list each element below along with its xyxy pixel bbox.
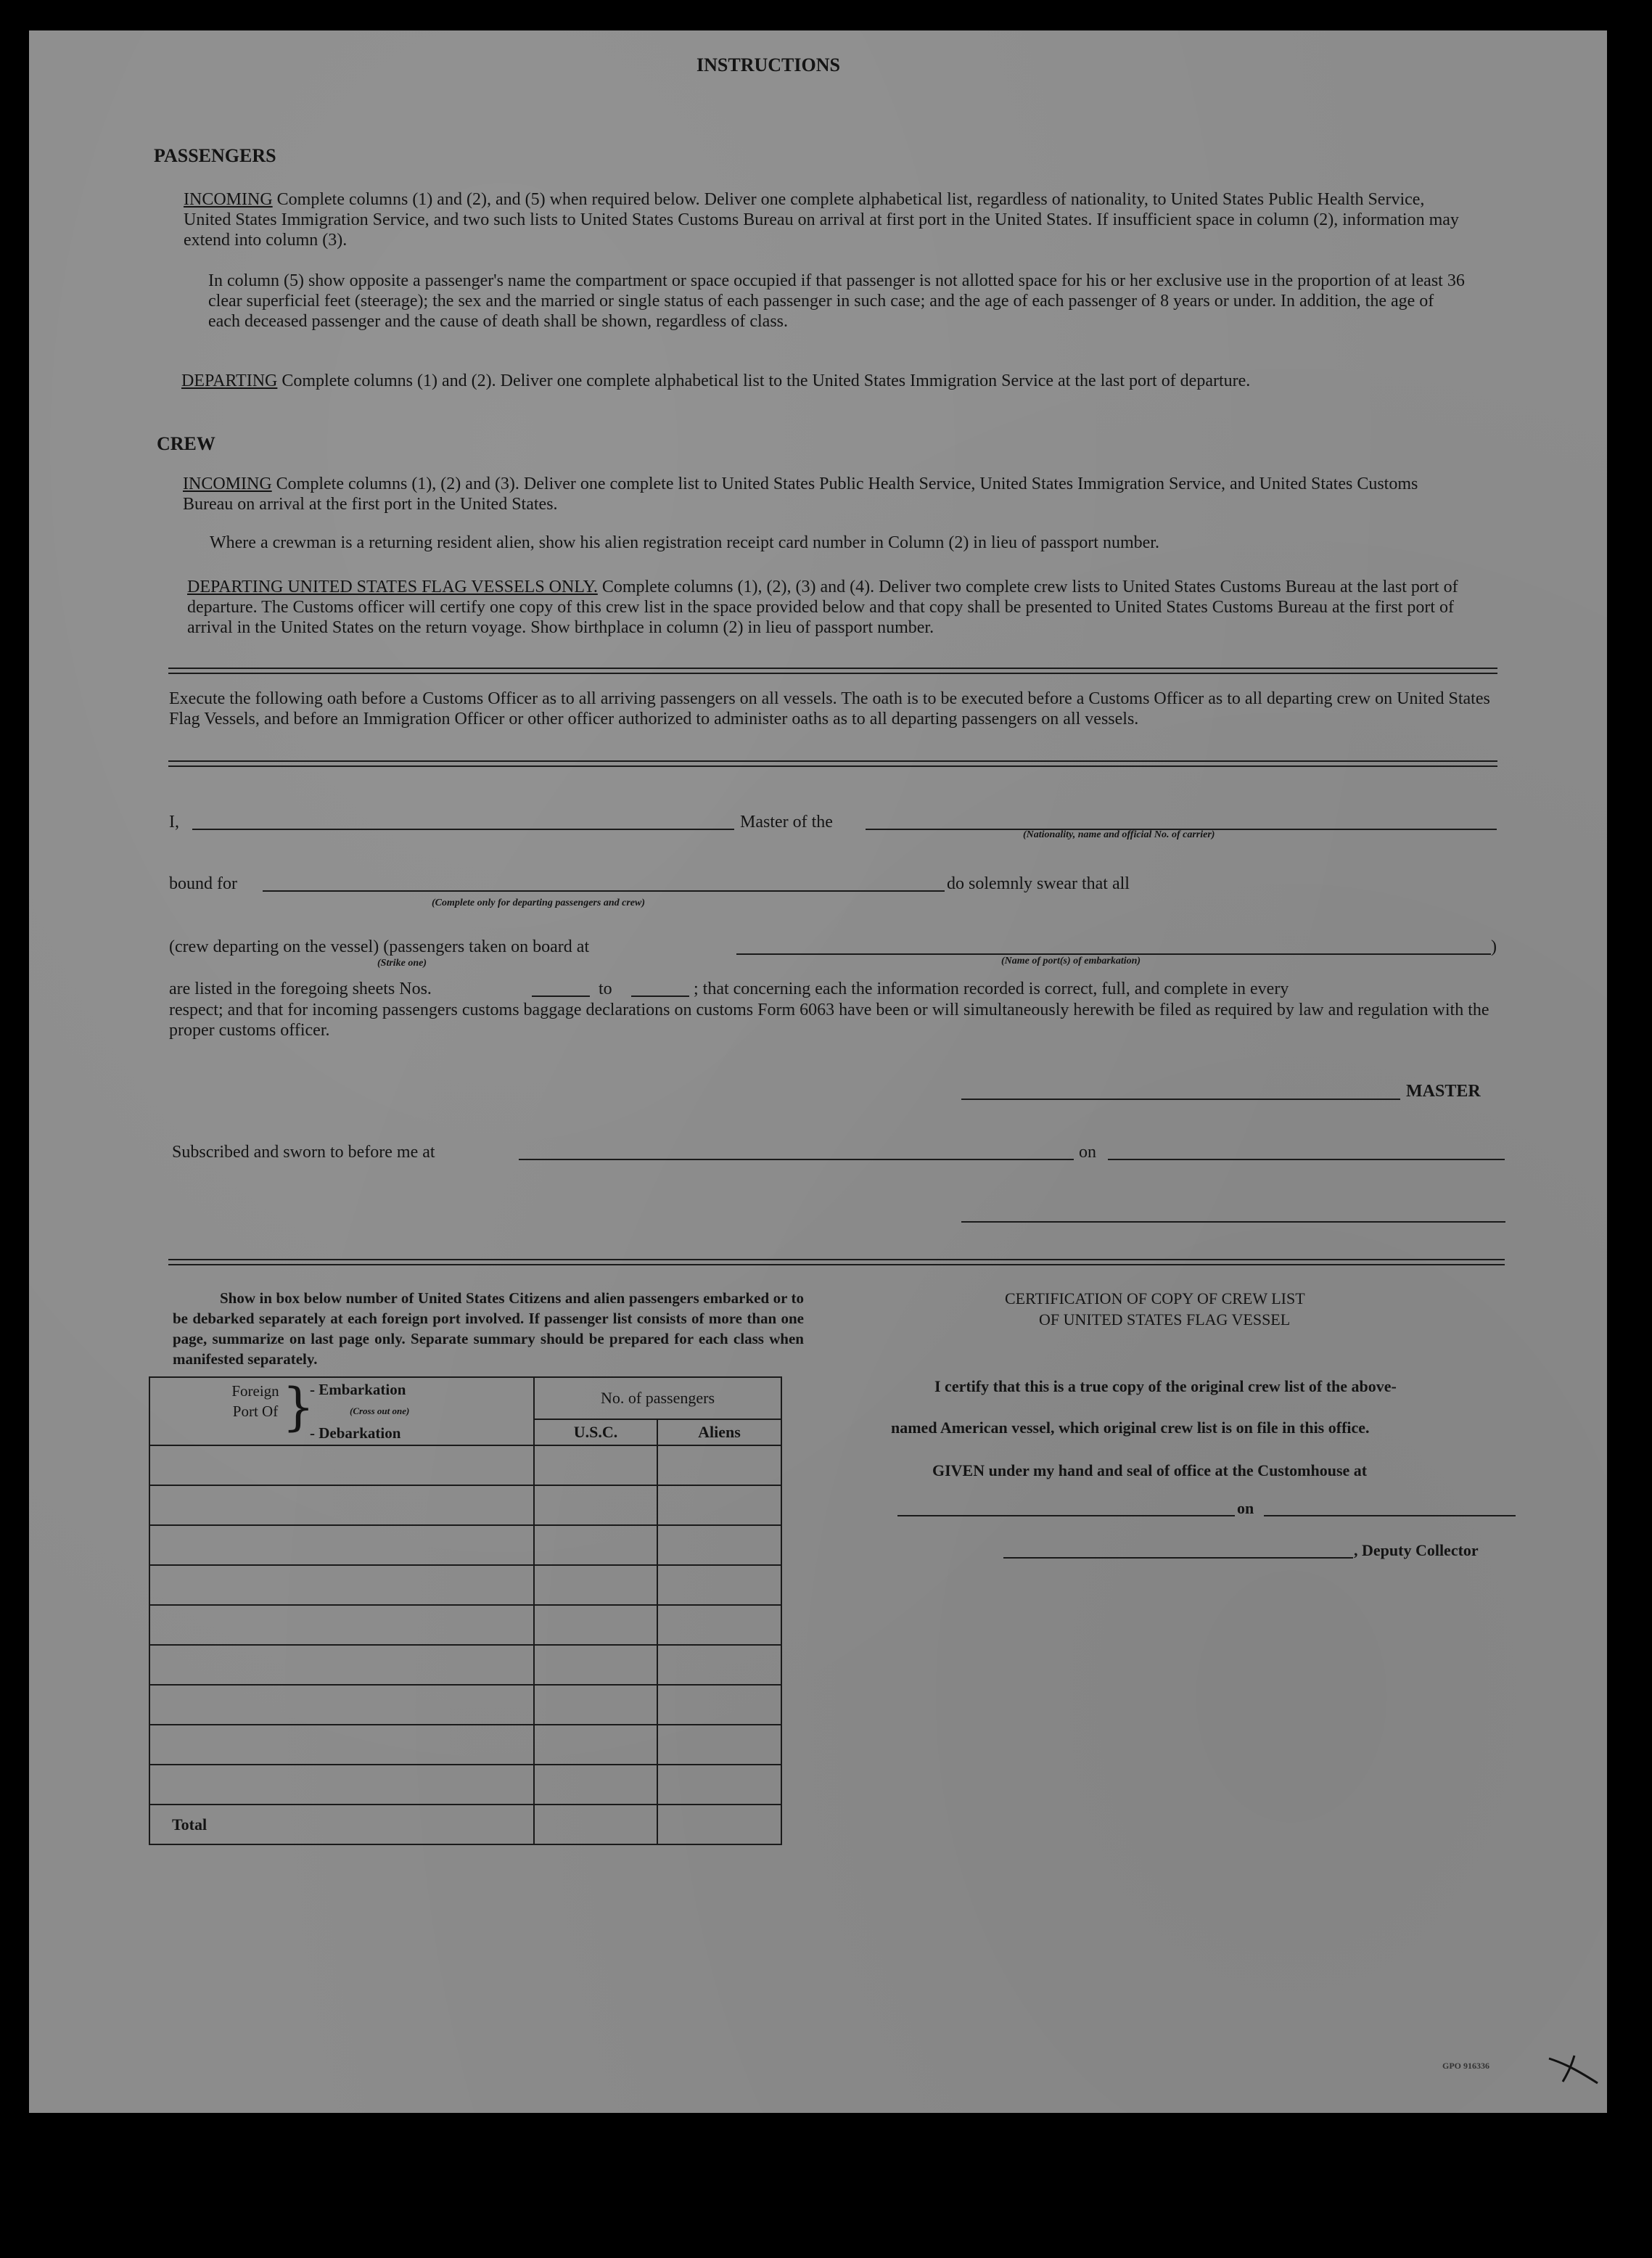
crew-departing-paragraph [187, 577, 1468, 638]
aliens-cell[interactable] [657, 1525, 781, 1565]
certification-heading-2: OF UNITED STATES FLAG VESSEL [1039, 1310, 1291, 1329]
table-row [149, 1485, 781, 1525]
debarkation-label: - Debarkation [310, 1424, 401, 1442]
usc-cell[interactable] [534, 1565, 657, 1605]
section-divider [168, 1259, 1505, 1265]
sheets-rest: respect; and that for incoming passengers customs baggage declarations on customs Form 6063 have been or will simultaneously herewith be filed as required by law and regulation with the proper customs officer. [169, 1001, 1489, 1040]
passengers-incoming-label: INCOMING [184, 190, 273, 209]
passengers-heading: PASSENGERS [154, 145, 276, 166]
usc-cell[interactable] [534, 1525, 657, 1565]
swear-label: do solemnly swear that all [947, 874, 1130, 893]
certification-line-2: named American vessel, which original crew list is on file in this office. [891, 1419, 1370, 1437]
master-of-label: Master of the [740, 813, 833, 832]
port-cell[interactable] [149, 1765, 534, 1805]
on-label: on [1079, 1143, 1096, 1162]
carrier-caption: (Nationality, name and official No. of carrier) [1023, 829, 1215, 840]
oath-i-label: I, [169, 813, 179, 832]
usc-cell[interactable] [534, 1685, 657, 1725]
passengers-departing-label: DEPARTING [181, 371, 278, 390]
table-row [149, 1565, 781, 1605]
check-mark-icon [1545, 2050, 1603, 2086]
total-row [149, 1805, 781, 1844]
table-row [149, 1765, 781, 1805]
crew-departing-label: (crew departing on the vessel) (passengers taken on board at [169, 937, 590, 956]
crew-incoming-text: Complete columns (1), (2) and (3). Deliver one complete list to United States Public Health Service, United States Immigration Service, and United States Customs Bureau on arrival at the first port in the United States. [183, 475, 1418, 514]
embarkation-label: - Embarkation [310, 1381, 406, 1398]
certification-on-label: on [1237, 1499, 1254, 1517]
usc-total-cell[interactable] [534, 1805, 657, 1844]
table-row [149, 1725, 781, 1765]
aliens-cell[interactable] [657, 1725, 781, 1765]
deputy-collector-label: , Deputy Collector [1354, 1541, 1479, 1559]
port-cell[interactable] [149, 1485, 534, 1525]
usc-cell[interactable] [534, 1765, 657, 1805]
port-caption: (Name of port(s) of embarkation) [1001, 956, 1141, 966]
port-cell[interactable] [149, 1605, 534, 1645]
aliens-cell[interactable] [657, 1685, 781, 1725]
aliens-cell[interactable] [657, 1445, 781, 1485]
oath-intro-paragraph: Execute the following oath before a Customs Officer as to all arriving passengers on all vessels. The oath is to be executed before a Customs Officer as to all departing crew on United States Flag Vessels, and before an Immigration Officer or other officer authorized to administer oaths as to all departing passengers on all vessels. [169, 689, 1490, 728]
passengers-departing-text: Complete columns (1) and (2). Deliver one complete alphabetical list to the United States Immigration Service at the last port of departure. [282, 371, 1251, 390]
sheet-from-field[interactable] [532, 995, 590, 997]
sheets-prefix: are listed in the foregoing sheets Nos. [169, 980, 432, 998]
crew-heading: CREW [157, 433, 215, 454]
usc-cell[interactable] [534, 1645, 657, 1685]
table-header-row [149, 1377, 781, 1419]
passengers-column5-paragraph: In column (5) show opposite a passenger's name the compartment or space occupied if that passenger is not allotted space for his or her exclusive use in the proportion of at least 36 clear superficial feet (steerage); the sex and the married or single status of each passenger in such case; and the age of each passenger of 8 years or under. In addition, the age of each deceased passenger and the cause of death shall be shown, regardless of class. [208, 271, 1465, 331]
port-of-embarkation-field[interactable] [736, 953, 1491, 955]
table-row [149, 1525, 781, 1565]
crew-departing-text: Complete columns (1), (2), (3) and (4). Deliver two complete crew lists to United States Customs Bureau at the last port of departure. The Customs officer will certify one copy of this crew list in the space provided below and that copy shall be presented to United States Customs Bureau at the first port of arrival in the United States on the return voyage. Show birthplace in column (2) in lieu of passport number. [187, 578, 1458, 637]
table-row [149, 1445, 781, 1485]
aliens-total-cell[interactable] [657, 1805, 781, 1844]
certification-heading-1: CERTIFICATION OF COPY OF CREW LIST [1005, 1289, 1305, 1307]
table-row [149, 1645, 781, 1685]
no-of-passengers-header: No. of passengers [534, 1377, 781, 1419]
port-cell[interactable] [149, 1565, 534, 1605]
cross-out-caption: (Cross out one) [350, 1405, 410, 1416]
port-cell[interactable] [149, 1445, 534, 1485]
port-cell[interactable] [149, 1525, 534, 1565]
passengers-incoming-text: Complete columns (1) and (2), and (5) when required below. Deliver one complete alphabetical list, regardless of nationality, to United States Public Health Service, United States Immigration Service, and two such lists to United States Customs Bureau on arrival at first port in the United States. If insufficient space in column (2), information may extend into column (3). [184, 190, 1459, 250]
certification-line-3: GIVEN under my hand and seal of office at the Customhouse at [932, 1461, 1368, 1479]
aliens-header: Aliens [657, 1419, 781, 1445]
master-label: MASTER [1406, 1082, 1481, 1101]
aliens-cell[interactable] [657, 1565, 781, 1605]
page-title: INSTRUCTIONS [696, 54, 840, 75]
crew-departing-label: DEPARTING UNITED STATES FLAG VESSELS ONLY. [187, 578, 598, 596]
port-cell[interactable] [149, 1645, 534, 1685]
crew-incoming-label: INCOMING [183, 475, 272, 493]
certification-line-1: I certify that this is a true copy of the original crew list of the above- [934, 1377, 1397, 1395]
strike-caption: (Strike one) [377, 958, 427, 969]
deputy-signature-field[interactable] [1003, 1557, 1353, 1559]
officer-signature-field[interactable] [961, 1221, 1505, 1223]
port-cell[interactable] [149, 1685, 534, 1725]
certification-date-field[interactable] [1264, 1515, 1516, 1516]
usc-cell[interactable] [534, 1445, 657, 1485]
passenger-summary-table [149, 1376, 782, 1845]
passengers-incoming-paragraph [184, 189, 1468, 250]
master-name-field[interactable] [192, 829, 734, 830]
table-row [149, 1685, 781, 1725]
gpo-number: GPO 916336 [1442, 2061, 1489, 2071]
sworn-date-field[interactable] [1108, 1159, 1505, 1160]
crew-alien-paragraph: Where a crewman is a returning resident alien, show his alien registration receipt card number in Column (2) in lieu of passport number. [210, 533, 1159, 552]
subscribed-label: Subscribed and sworn to before me at [172, 1143, 435, 1162]
foreign-port-of-label: Foreign Port Of [231, 1382, 279, 1420]
sheets-suffix: ; that concerning each the information recorded is correct, full, and complete in every [694, 980, 1289, 998]
port-cell[interactable] [149, 1725, 534, 1765]
aliens-cell[interactable] [657, 1765, 781, 1805]
sworn-place-field[interactable] [519, 1159, 1074, 1160]
close-paren: ) [1491, 937, 1497, 956]
total-label: Total [149, 1805, 534, 1844]
usc-cell[interactable] [534, 1725, 657, 1765]
master-signature-field[interactable] [961, 1099, 1400, 1100]
usc-header: U.S.C. [534, 1419, 657, 1445]
customhouse-field[interactable] [897, 1515, 1235, 1516]
aliens-cell[interactable] [657, 1485, 781, 1525]
bound-for-field[interactable] [263, 890, 945, 892]
summary-instructions: Show in box below number of United States Citizens and alien passengers embarked or to be debarked separately at each foreign port involved. If passenger list consists of more than one page, summarize on last page only. Separate summary should be prepared for each class when manifested separately. [173, 1289, 804, 1368]
sheets-to: to [599, 980, 612, 998]
table-row [149, 1605, 781, 1645]
passengers-departing-paragraph [181, 371, 1468, 391]
brace-icon: } [282, 1377, 315, 1437]
crew-incoming-paragraph [183, 474, 1468, 514]
aliens-cell[interactable] [657, 1645, 781, 1685]
section-divider [168, 668, 1497, 674]
sheet-to-field[interactable] [631, 995, 689, 997]
usc-cell[interactable] [534, 1605, 657, 1645]
bound-for-label: bound for [169, 874, 237, 893]
bound-caption: (Complete only for departing passengers and crew) [432, 898, 645, 908]
usc-cell[interactable] [534, 1485, 657, 1525]
section-divider [168, 760, 1497, 767]
foreign-port-header [149, 1377, 534, 1445]
aliens-cell[interactable] [657, 1605, 781, 1645]
